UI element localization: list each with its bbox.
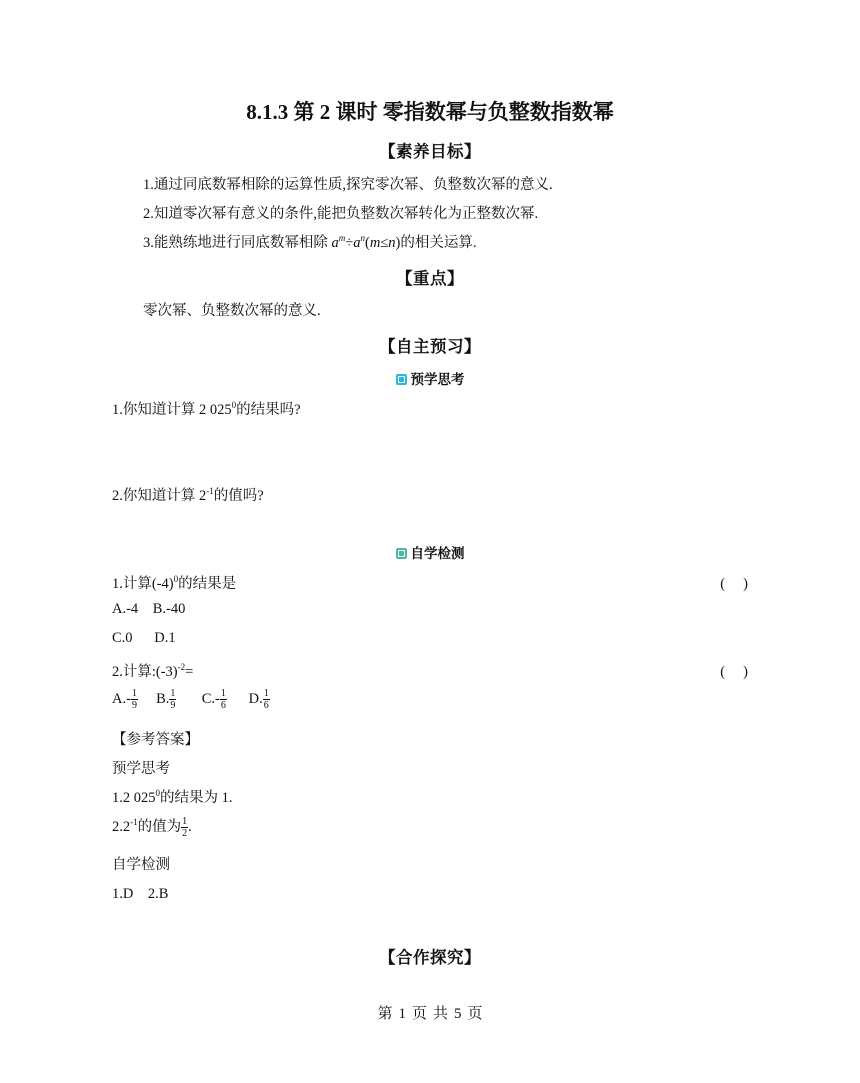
answer-1: 1.2 $025^0$的结果为 1. — [112, 788, 233, 806]
test-q2-options: A.- $\frac{1}{9}$ B. $\frac{1}{9}$ C.- $\frac{1}{6}$ D. $\frac{1}{6}$ — [112, 688, 269, 711]
fraction: $\frac{1}{2}$ — [182, 816, 188, 840]
test-q2-answer-blank: ( ) — [720, 664, 748, 680]
fraction: $\frac{1}{6}$ — [263, 688, 269, 711]
section-preview-heading: 【自主预习】 — [379, 337, 481, 356]
checklist-icon — [396, 548, 407, 559]
page-title: 8.1.3 第 2 课时 零指数幂与负整数指数幂 — [246, 100, 614, 124]
goal-1: 1.通过同底数幂相除的运算性质,探究零次幂、负整数次幂的意义. — [143, 177, 553, 193]
think-q2: 2.你知道计算 $2^{-1}$的值吗? — [112, 486, 264, 504]
think-q1: 1.你知道计算 2 $025^0$的结果吗? — [112, 400, 301, 418]
test-q1: 1.计算$(-4)^0$的结果是 — [112, 574, 237, 592]
test-q1-options-cd: C.0 D.1 — [112, 630, 176, 646]
section-key-heading: 【重点】 — [396, 269, 464, 288]
answers-think-label: 预学思考 — [112, 761, 170, 777]
section-goals-heading: 【素养目标】 — [379, 142, 481, 161]
goal-2: 2.知道零次幂有意义的条件,能把负整数次幂转化为正整数次幂. — [143, 206, 539, 222]
fraction: $\frac{1}{6}$ — [220, 688, 226, 711]
page-footer: 第 1 页 共 5 页 — [377, 1006, 483, 1022]
key-text: 零次幂、负整数次幂的意义. — [143, 303, 321, 319]
fraction: $\frac{1}{9}$ — [131, 688, 137, 711]
test-q1-answer-blank: ( ) — [720, 576, 748, 592]
answers-test: 1.D 2.B — [112, 886, 169, 902]
answers-heading: 【参考答案】 — [112, 732, 199, 748]
section-coop-heading: 【合作探究】 — [379, 948, 481, 967]
goal-3: 3.能熟练地进行同底数幂相除 $a^m\div a^n(m\le n)$的相关运算. — [143, 233, 477, 251]
preview-think-heading: 预学思考 — [0, 368, 860, 388]
answer-2: $2.2^{-1}$的值为 $\frac{1}{2}$ . — [112, 816, 192, 840]
test-q1-options-ab: A.-4 B.-40 — [112, 601, 186, 617]
fraction: $\frac{1}{9}$ — [170, 688, 176, 711]
book-icon — [396, 374, 407, 385]
test-q2: 2.计算$:(-3)^{-2}=$ — [112, 662, 194, 680]
self-test-heading: 自学检测 — [0, 542, 860, 562]
answers-test-label: 自学检测 — [112, 857, 170, 873]
